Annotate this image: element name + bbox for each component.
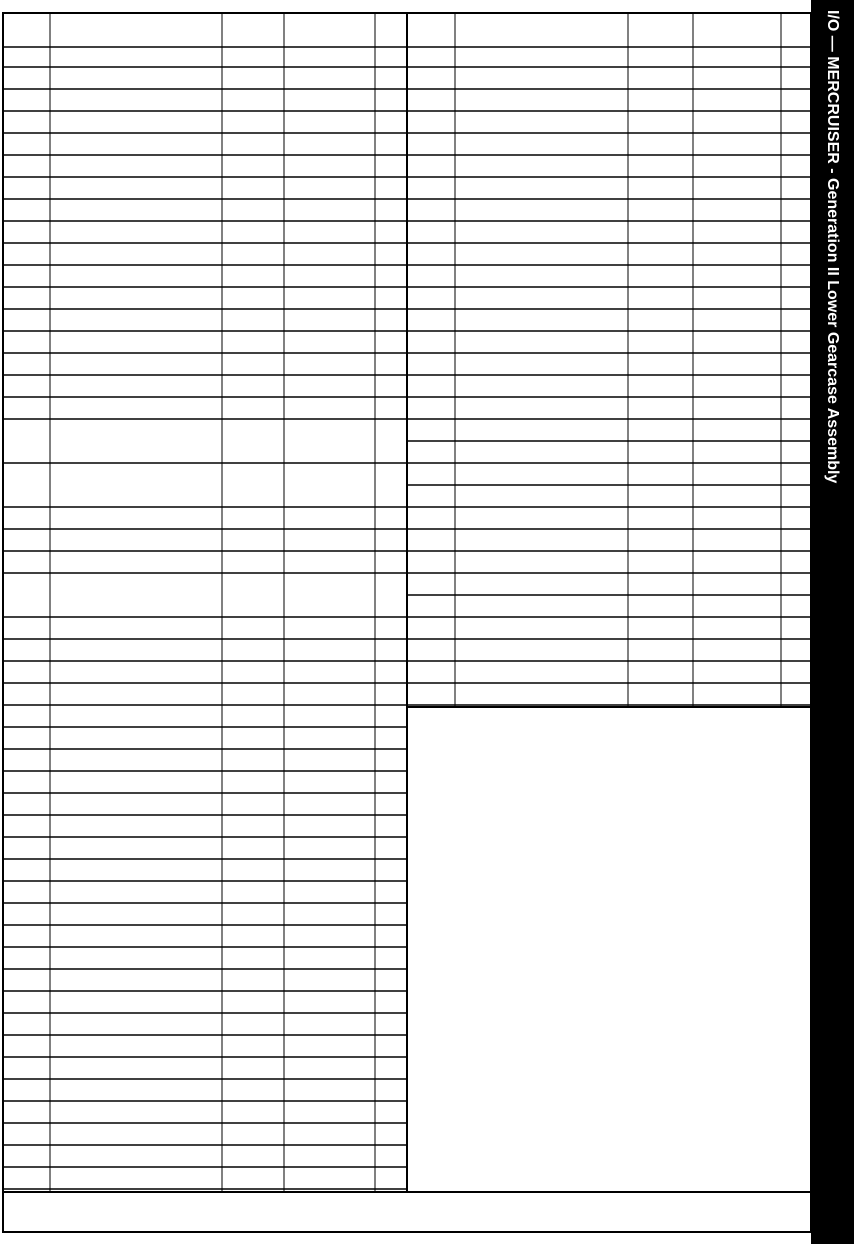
document-title: I/O — MERCRUISER - Generation II Lower Gearcase Assembly: [824, 10, 841, 484]
table-grid: [3, 13, 811, 1232]
